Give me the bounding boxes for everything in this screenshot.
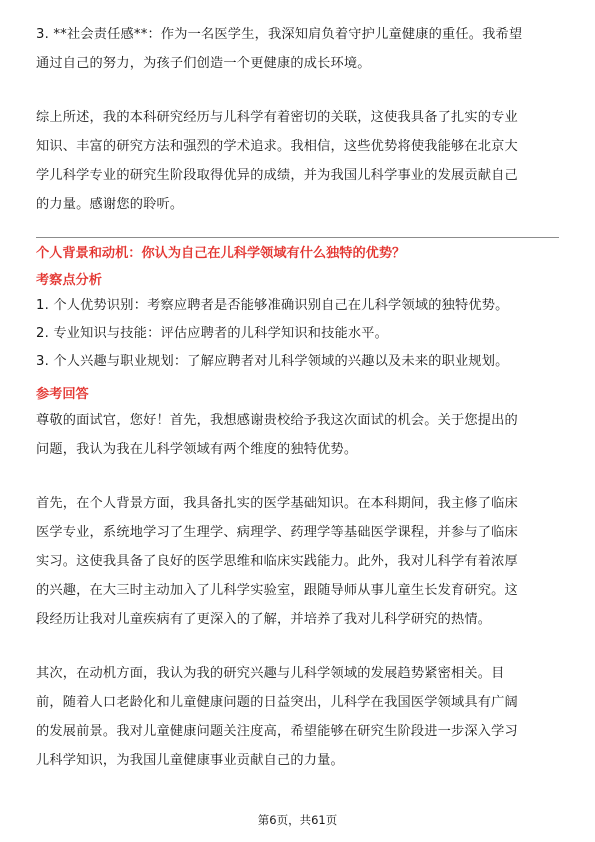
text-line: 知识、丰富的研究方法和强烈的学术追求。我相信，这些优势将使我能够在北京大 [36,139,518,154]
text-line: 段经历让我对儿童疾病有了更深入的了解，并培养了我对儿科学研究的热情。 [36,612,492,627]
text-line: 3. **社会责任感**：作为一名医学生，我深知肩负着守护儿童健康的重任。我希望 [36,27,523,42]
text-line: 的兴趣，在大三时主动加入了儿科学实验室，跟随导师从事儿童生长发育研究。这 [36,583,518,598]
answer-paragraph-3 [36,659,559,775]
question-section [36,243,559,775]
text-line: 儿科学知识，为我国儿童健康事业贡献自己的力量。 [36,753,344,768]
analysis-list [36,292,559,376]
text-line: 通过自己的努力，为孩子们创造一个更健康的成长环境。 [36,56,371,71]
list-item: 1. 个人优势识别：考察应聘者是否能够准确识别自己在儿科学领域的独特优势。 [36,298,509,313]
answer-paragraph-2 [36,489,559,634]
text-line: 的力量。感谢您的聆听。 [36,197,184,212]
text-line: 的发展前景。我对儿童健康问题关注度高，希望能够在研究生阶段进一步深入学习 [36,724,518,739]
answer-heading: 参考回答 [36,387,89,402]
text-line: 学儿科学专业的研究生阶段取得优异的成绩，并为我国儿科学事业的发展贡献自己 [36,168,518,183]
section-divider [36,237,559,238]
text-line: 综上所述，我的本科研究经历与儿科学有着密切的关联，这使我具备了扎实的专业 [36,110,518,125]
list-item: 2. 专业知识与技能：评估应聘者的儿科学知识和技能水平。 [36,326,389,341]
answer-paragraph-1 [36,406,559,464]
text-line: 实习。这使我具备了良好的医学思维和临床实践能力。此外，我对儿科学有着浓厚 [36,554,518,569]
responsibility-paragraph [36,20,559,78]
list-item: 3. 个人兴趣与职业规划：了解应聘者对儿科学领域的兴趣以及未来的职业规划。 [36,354,509,369]
page-number: 第6页，共61页 [257,813,338,827]
text-line: 其次，在动机方面，我认为我的研究兴趣与儿科学领域的发展趋势紧密相关。目 [36,666,505,681]
analysis-heading: 考察点分析 [36,273,102,288]
text-line: 尊敬的面试官，您好！首先，我想感谢贵校给予我这次面试的机会。关于您提出的 [36,413,518,428]
text-line: 医学专业，系统地学习了生理学、病理学、药理学等基础医学课程，并参与了临床 [36,525,518,540]
document-body [36,0,559,219]
text-line: 问题，我认为我在儿科学领域有两个维度的独特优势。 [36,442,358,457]
text-line: 前，随着人口老龄化和儿童健康问题的日益突出，儿科学在我国医学领域具有广阔 [36,695,518,710]
summary-paragraph [36,103,559,219]
question-heading: 个人背景和动机：你认为自己在儿科学领域有什么独特的优势？ [36,246,406,261]
text-line: 首先，在个人背景方面，我具备扎实的医学基础知识。在本科期间，我主修了临床 [36,496,518,511]
